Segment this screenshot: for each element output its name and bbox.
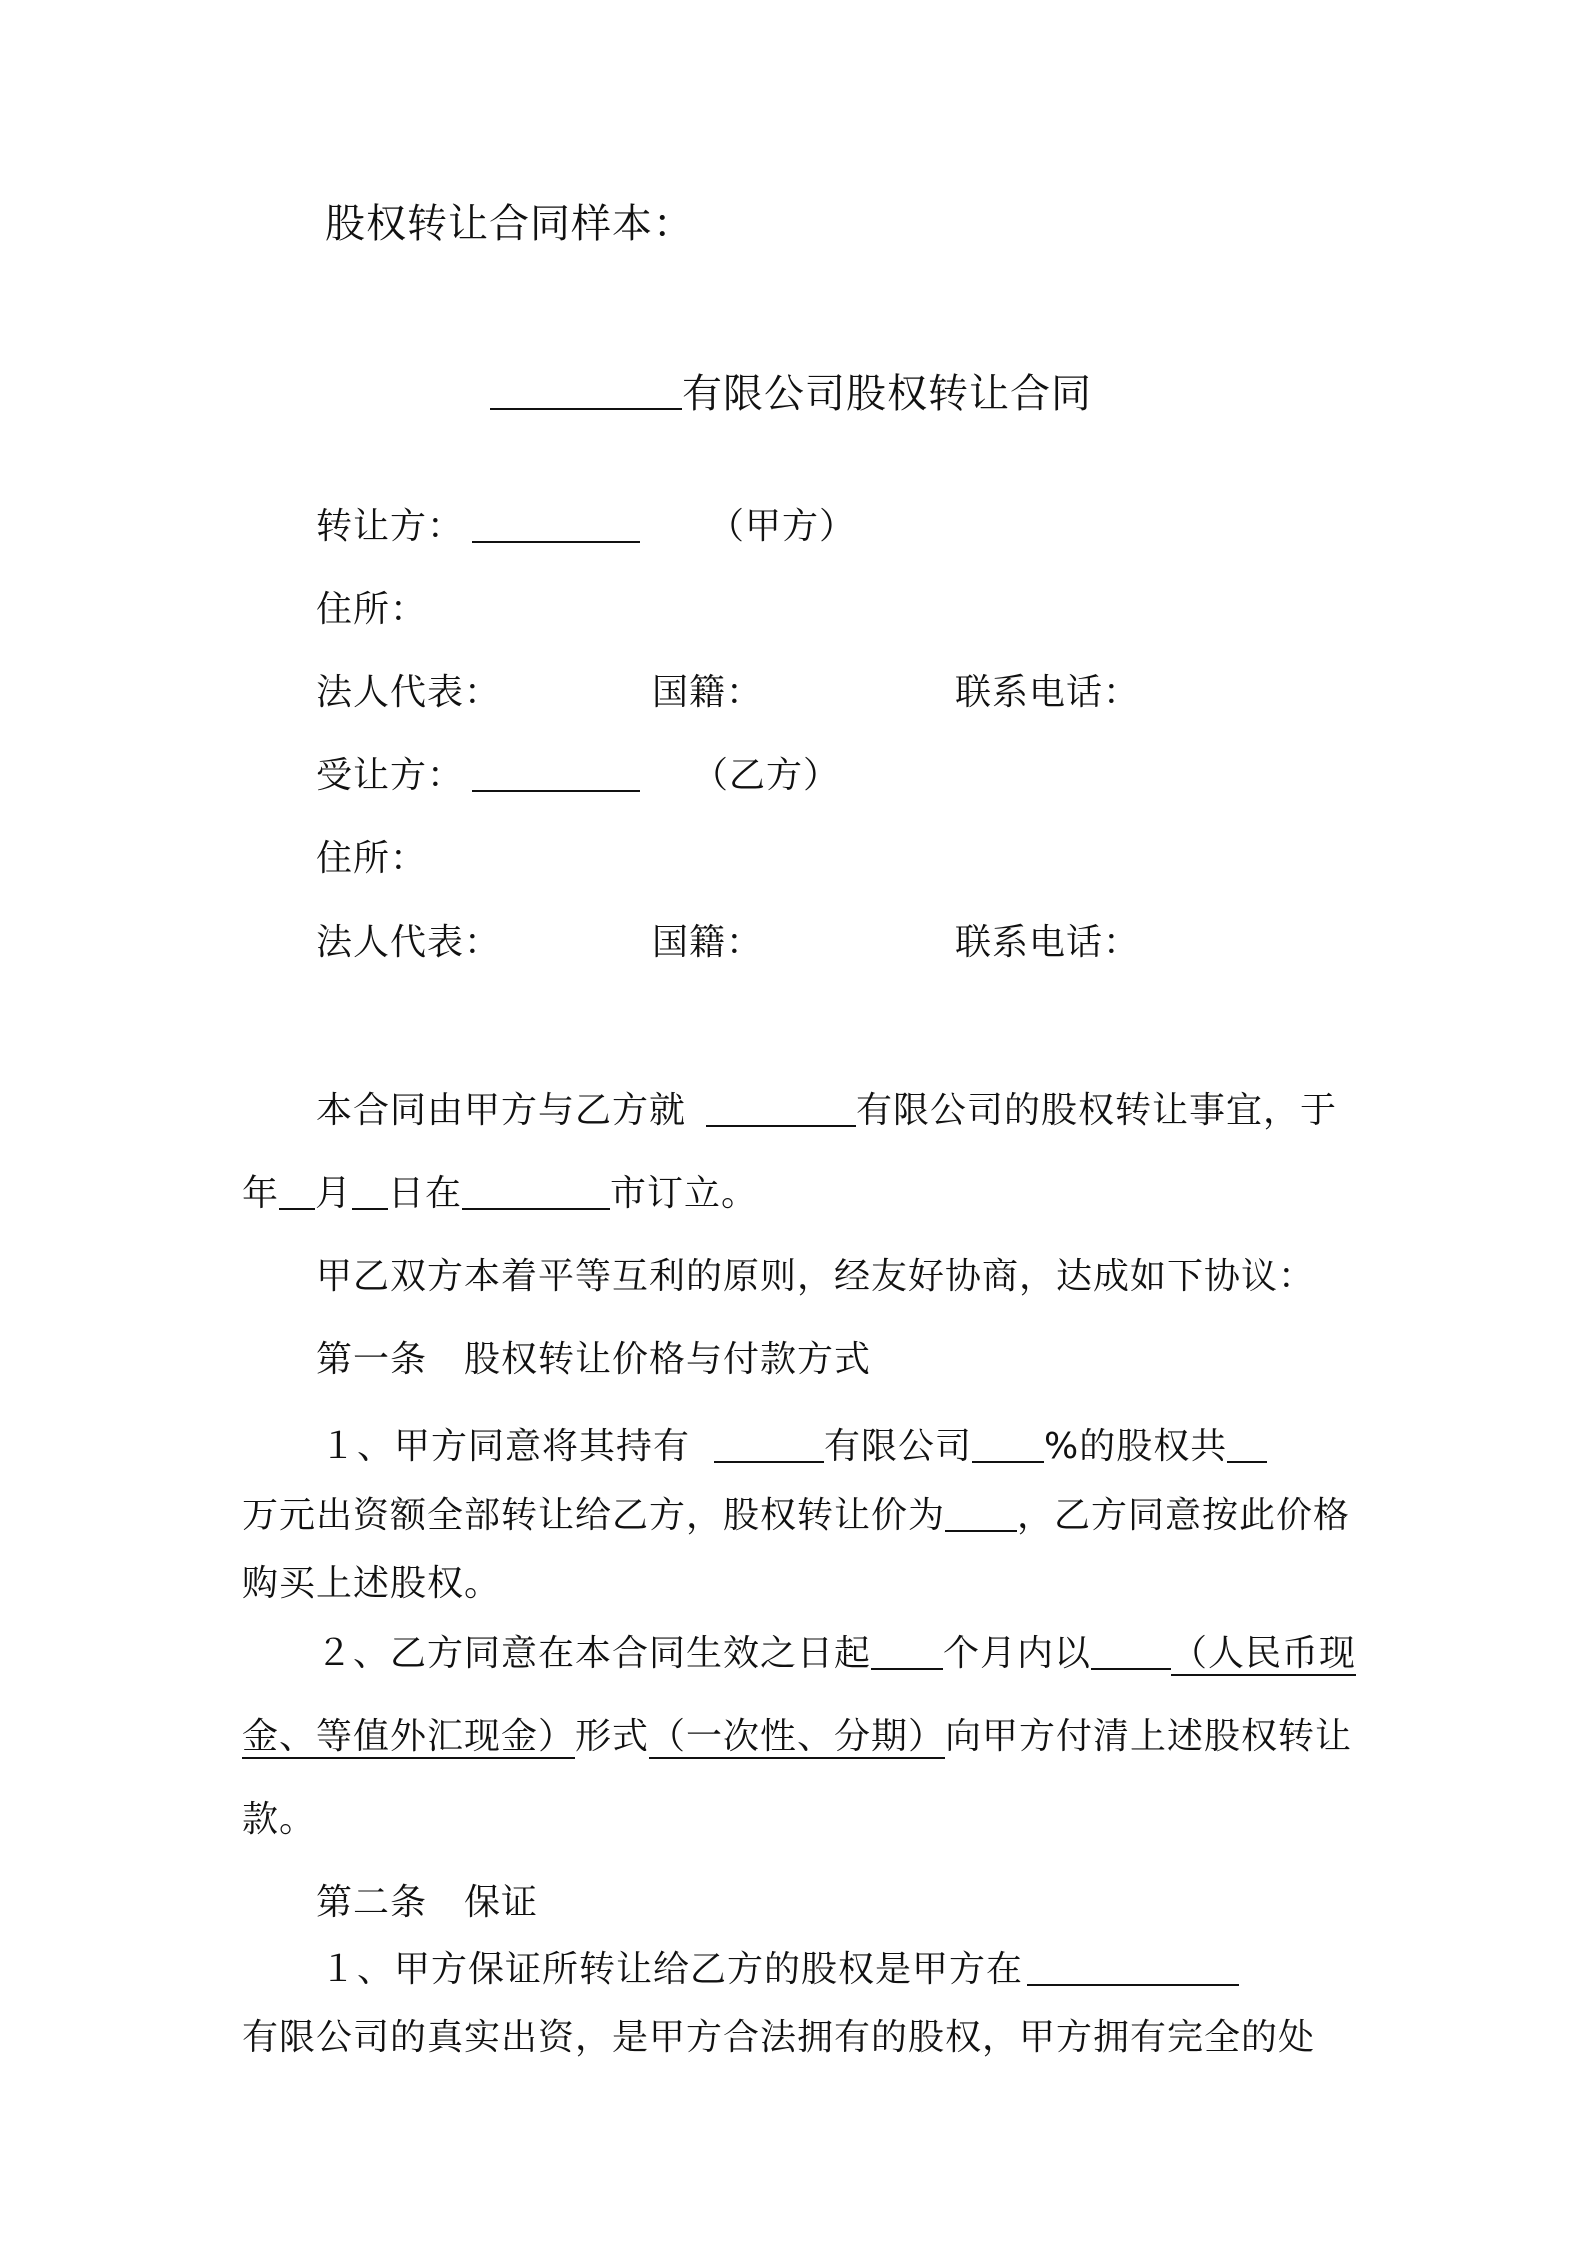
a1c2-text-h: 款。 — [242, 1799, 317, 1840]
a1c1-text-f: 购买上述股权。 — [242, 1563, 502, 1604]
transferee-line — [316, 752, 840, 800]
transferor-label: 转让方： — [316, 506, 465, 547]
a1c2-text-e: 形式 — [575, 1716, 650, 1757]
article-1-clause-1-line-2 — [242, 1492, 1350, 1540]
transferor-rep-line — [316, 669, 501, 717]
a1c1-text-a: １、甲方同意将其持有 — [320, 1426, 691, 1467]
article-2-clause-1-line-1 — [320, 1946, 1239, 1994]
a1c1-company-blank — [714, 1423, 824, 1463]
transferor-nationality-label: 国籍： — [652, 672, 764, 713]
article-1-clause-2-line-1 — [316, 1630, 1356, 1678]
a1c1-percent-blank — [972, 1423, 1044, 1463]
transferee-role: （乙方） — [692, 755, 841, 796]
transferee-name-blank — [472, 752, 640, 792]
transferor-nationality — [652, 669, 763, 717]
transferee-address-label: 住所： — [316, 838, 428, 879]
a1c2-currency-blank — [1091, 1630, 1171, 1670]
intro-line-1 — [316, 1087, 1337, 1135]
a1c1-amount-blank — [1227, 1423, 1267, 1463]
a2c1-company-blank — [1027, 1946, 1239, 1986]
transferor-role: （甲方） — [708, 506, 857, 547]
contract-title — [490, 370, 1092, 418]
a1c2-text-d: 金、等值外汇现金） — [242, 1716, 576, 1757]
document-header — [325, 200, 694, 248]
header-text: 股权转让合同样本： — [325, 201, 694, 247]
transferee-address-line — [316, 835, 427, 883]
date-city: 市订立。 — [610, 1173, 759, 1214]
a1c1-text-b: 有限公司 — [824, 1426, 973, 1467]
agreement-text: 甲乙双方本着平等互利的原则，经友好协商，达成如下协议： — [316, 1256, 1316, 1297]
agreement-line — [316, 1253, 1315, 1301]
transferor-line — [316, 503, 856, 551]
article-1-clause-1-line-3 — [242, 1560, 501, 1608]
transferee-rep-label: 法人代表： — [316, 922, 502, 963]
article-1-clause-2-line-2 — [242, 1713, 1352, 1761]
contract-title-text: 有限公司股权转让合同 — [682, 371, 1092, 417]
day-blank — [352, 1170, 388, 1210]
a1c2-text-g: 向甲方付清上述股权转让 — [945, 1716, 1353, 1757]
month-blank — [279, 1170, 315, 1210]
a2c1-text-b: 有限公司的真实出资，是甲方合法拥有的股权，甲方拥有完全的处 — [242, 2017, 1316, 2058]
intro-line-2 — [242, 1170, 758, 1218]
a1c1-text-e: ，乙方同意按此价格 — [1017, 1495, 1351, 1536]
article-2-clause-1-line-2 — [242, 2014, 1315, 2062]
a1c1-price-blank — [945, 1492, 1017, 1532]
a1c2-text-a: ２、乙方同意在本合同生效之日起 — [316, 1633, 872, 1674]
intro-text-2: 有限公司的股权转让事宜，于 — [856, 1090, 1338, 1131]
a2c1-text-a: １、甲方保证所转让给乙方的股权是甲方在 — [320, 1949, 1024, 1990]
a1c2-text-b: 个月内以 — [943, 1633, 1092, 1674]
article-1-clause-2-line-3 — [242, 1796, 316, 1844]
date-year: 年 — [242, 1173, 280, 1214]
transferee-rep-line — [316, 919, 501, 967]
article-1-title-text: 第一条 股权转让价格与付款方式 — [316, 1339, 872, 1380]
a1c2-months-blank — [871, 1630, 943, 1670]
intro-text-1: 本合同由甲方与乙方就 — [316, 1090, 687, 1131]
city-blank — [462, 1170, 610, 1210]
transferor-rep-label: 法人代表： — [316, 672, 502, 713]
transferee-label: 受让方： — [316, 755, 465, 796]
a1c2-text-f: （一次性、分期） — [649, 1716, 946, 1757]
transferee-nationality — [652, 919, 763, 967]
a1c1-text-c: %的股权共 — [1044, 1426, 1228, 1467]
company-name-blank — [490, 370, 682, 410]
transferor-address-label: 住所： — [316, 589, 428, 630]
a1c1-text-d: 万元出资额全部转让给乙方，股权转让价为 — [242, 1495, 946, 1536]
article-2-title-text: 第二条 保证 — [316, 1882, 539, 1923]
article-2-title — [316, 1879, 538, 1927]
transferee-phone — [955, 919, 1140, 967]
transferor-phone — [955, 669, 1140, 717]
transferor-phone-label: 联系电话： — [955, 672, 1141, 713]
transferor-name-blank — [472, 503, 640, 543]
article-1-clause-1-line-1 — [320, 1423, 1267, 1471]
a1c2-text-c: （人民币现 — [1171, 1633, 1357, 1674]
transferee-phone-label: 联系电话： — [955, 922, 1141, 963]
transferee-nationality-label: 国籍： — [652, 922, 764, 963]
date-day: 日在 — [388, 1173, 463, 1214]
date-month: 月 — [315, 1173, 353, 1214]
transferor-address-line — [316, 586, 427, 634]
article-1-title — [316, 1336, 871, 1384]
intro-company-blank — [706, 1087, 856, 1127]
